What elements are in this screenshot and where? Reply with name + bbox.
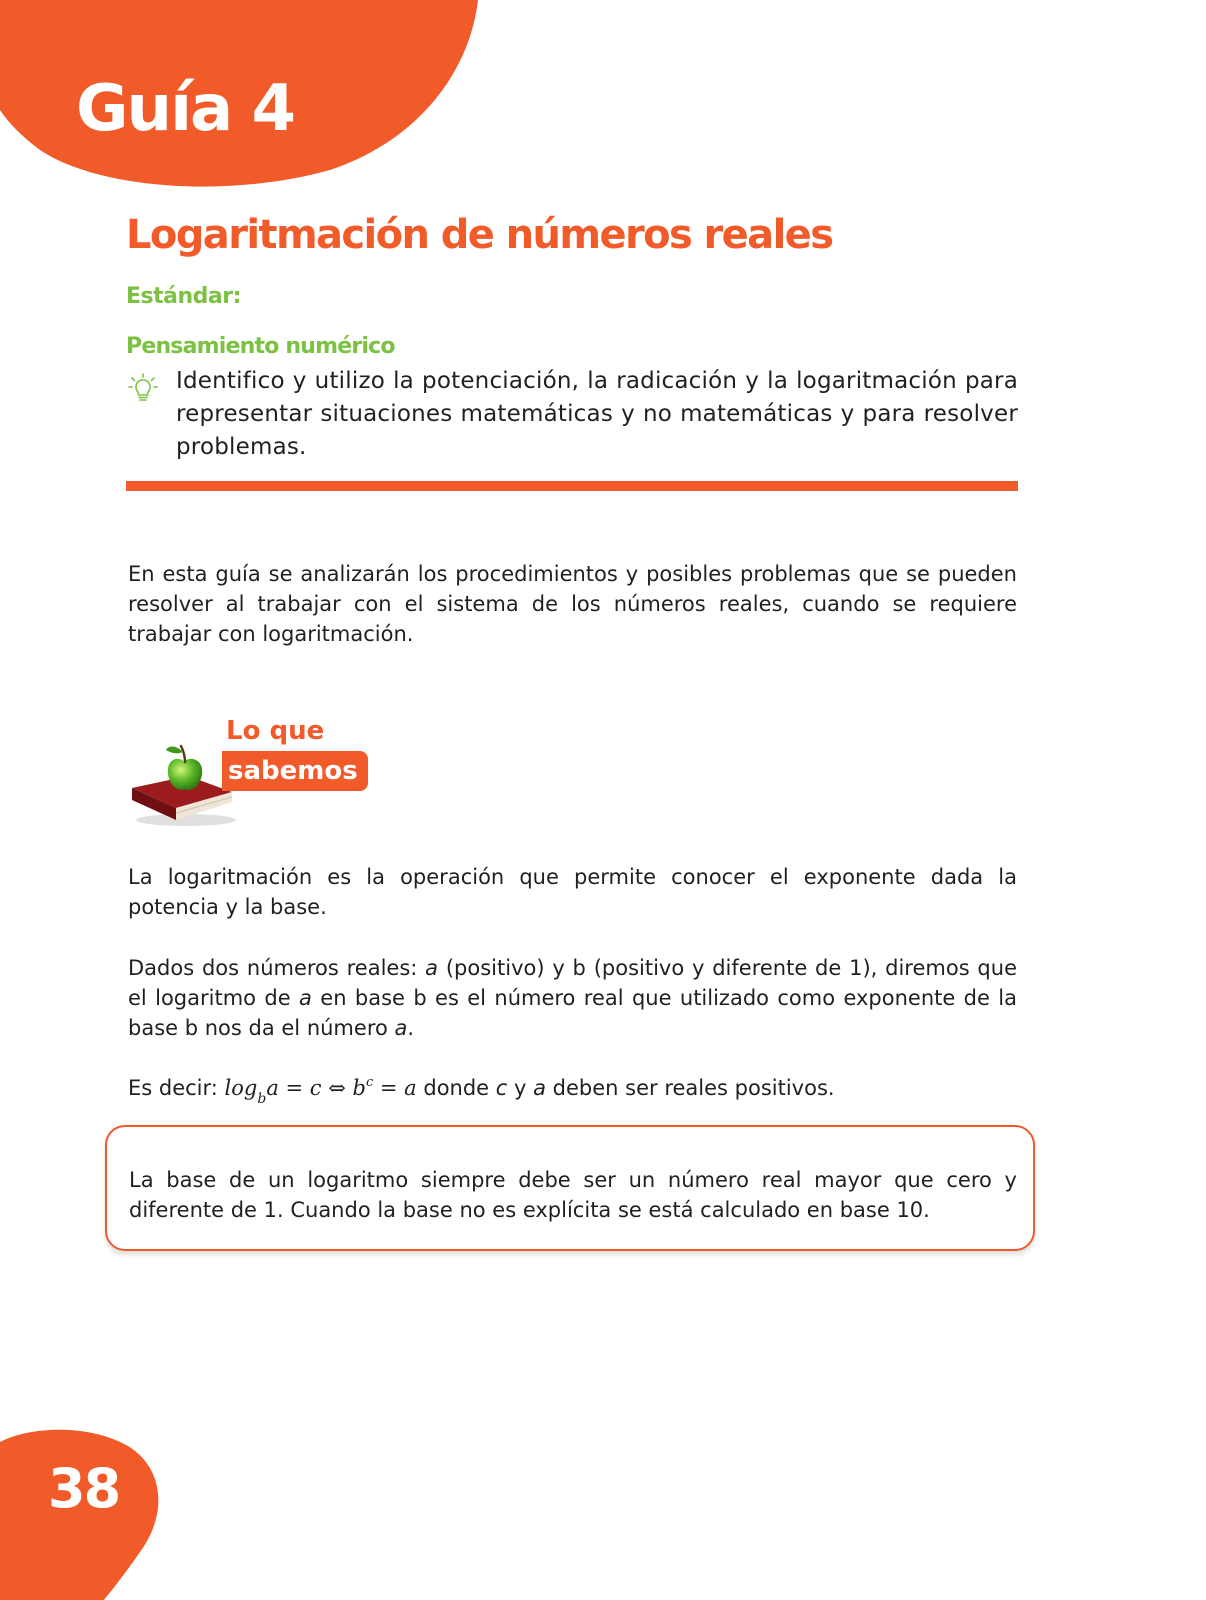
log-formula: [224, 1075, 417, 1107]
section-label-top: Lo que: [226, 716, 325, 746]
log-symbol: log: [224, 1076, 258, 1100]
log-definition-paragraph: La logaritmación es la operación que permite conocer el exponente dada la potencia y la base.: [128, 865, 1017, 919]
note-text: La base de un logaritmo siempre debe ser un número real mayor que cero y diferente de 1. Cuando la base no es explícita se está calculado en base 10.: [129, 1168, 1017, 1222]
text-run: .: [407, 1016, 415, 1040]
definition-paragraph: [128, 953, 1017, 1043]
page-number: 38: [48, 1457, 120, 1520]
text-run: deben ser reales positivos.: [545, 1076, 835, 1100]
formula-exponent: c: [365, 1075, 374, 1090]
page-title: Logaritmación de números reales: [126, 212, 833, 258]
standard-text: Identifico y utilizo la potenciación, la radicación y la logaritmación para representar situaciones matemáticas y no matemáticas y para resolver problemas.: [176, 368, 1018, 460]
var-a: a: [299, 986, 312, 1010]
formula-lhs: a = c ⇔ b: [266, 1076, 366, 1100]
text-run: Dados dos números reales:: [128, 956, 426, 980]
text-run: (positivo) y b (positivo y diferente de 1), diremos que el logaritmo de: [128, 956, 1017, 1010]
text-run: y: [507, 1076, 534, 1100]
text-run: donde: [416, 1076, 496, 1100]
standard-label: Estándar:: [126, 284, 241, 309]
section-label-badge: sabemos: [222, 751, 368, 791]
log-base: b: [257, 1091, 267, 1107]
var-a: a: [394, 1016, 408, 1040]
section-divider: [126, 481, 1018, 491]
guide-label: Guía 4: [76, 72, 295, 146]
formula-rhs: = a: [373, 1076, 417, 1100]
var-c: c: [495, 1076, 508, 1100]
var-a: a: [425, 956, 439, 980]
var-a: a: [533, 1076, 546, 1100]
lightbulb-icon: [128, 373, 158, 403]
formula-paragraph: [128, 1073, 1017, 1107]
note-box: [105, 1125, 1035, 1251]
standard-category: Pensamiento numérico: [126, 334, 395, 359]
intro-paragraph: En esta guía se analizarán los procedimientos y posibles problemas que se pueden resolver al trabajar con el sistema de los números reales, cuando se requiere trabajar con logaritmación.: [128, 562, 1017, 646]
text-run: en base b es el número real que utilizado como exponente de la base b nos da el número: [128, 986, 1017, 1040]
formula-prefix: Es decir:: [128, 1076, 225, 1100]
